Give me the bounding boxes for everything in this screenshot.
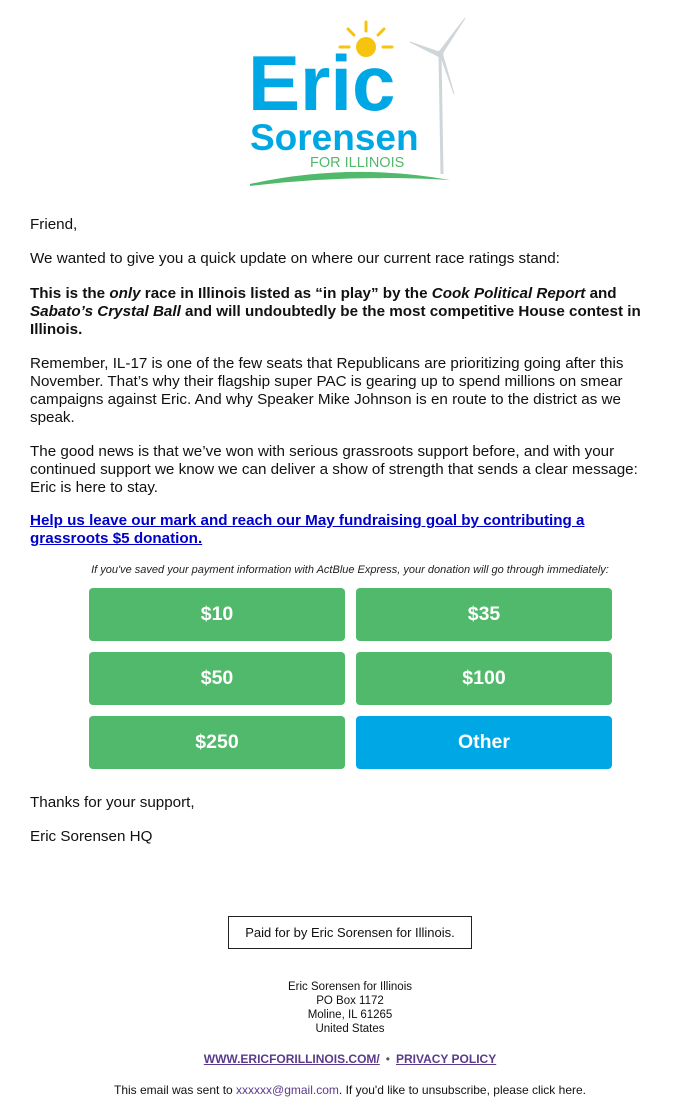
paragraph-il17: Remember, IL-17 is one of the few seats that Republicans are prioritizing going after this November. That’s why their flagship super PAC is gearing up to spend millions on smear campaigns against Eric. And why Speaker Mike Johnson is en route to the district as we speak. — [30, 355, 624, 426]
paragraph-good-news: The good news is that we’ve won with serious grassroots support before, and with your continued support we know we can deliver a show of strength that sends a clear message: Eric is here to stay. — [30, 443, 638, 496]
logo-first-name: Eric — [248, 39, 396, 127]
unsubscribe-text[interactable]: . If you'd like to unsubscribe, please click here. — [338, 1083, 586, 1097]
paragraph-intro: We wanted to give you a quick update on where our current race ratings stand: — [30, 250, 560, 267]
highlight-text-1: This is the — [30, 285, 110, 302]
privacy-policy-link[interactable]: PRIVACY POLICY — [395, 1052, 497, 1066]
footer-links — [0, 1052, 700, 1066]
recipient-email[interactable]: xxxxxx@gmail.com — [236, 1083, 339, 1097]
unsubscribe-notice — [0, 1083, 700, 1097]
address-line: United States — [315, 1023, 385, 1035]
donation-cta-link[interactable]: Help us leave our mark and reach our May fundraising goal by contributing a grassroots $5 donation. — [30, 512, 585, 547]
logo-last-name: Sorensen — [250, 117, 419, 158]
donate-100-button[interactable]: $100 — [356, 652, 612, 705]
highlight-cook-report: Cook Political Report — [431, 285, 586, 302]
donate-other-button[interactable]: Other — [356, 716, 612, 769]
address-line: Eric Sorensen for Illinois — [288, 981, 412, 993]
signature: Eric Sorensen HQ — [30, 828, 153, 845]
highlight-crystal-ball: Sabato’s Crystal Ball — [30, 303, 181, 320]
logo-tagline: FOR ILLINOIS — [310, 155, 405, 171]
address-line: PO Box 1172 — [316, 995, 384, 1007]
mailing-address — [0, 980, 700, 1036]
highlight-text-4: and will undoubtedly be the most competitive House contest in Illinois. — [30, 303, 641, 338]
highlight-text-2: race in Illinois listed as “in play” by the — [140, 285, 432, 302]
donate-35-button[interactable]: $35 — [356, 588, 612, 641]
sent-prefix: This email was sent to — [113, 1083, 237, 1097]
thanks-text: Thanks for your support, — [30, 794, 195, 811]
paid-for-disclaimer: Paid for by Eric Sorensen for Illinois. — [228, 916, 472, 949]
website-link[interactable]: WWW.ERICFORILLINOIS.COM/ — [203, 1052, 380, 1066]
highlight-only: only — [109, 285, 141, 302]
donate-10-button[interactable]: $10 — [89, 588, 345, 641]
swoosh-icon — [250, 172, 450, 186]
greeting: Friend, — [30, 216, 78, 233]
link-separator: • — [385, 1052, 390, 1066]
donate-250-button[interactable]: $250 — [89, 716, 345, 769]
actblue-note: If you've saved your payment information with ActBlue Express, your donation will go through immediately: — [91, 564, 609, 576]
donate-50-button[interactable]: $50 — [89, 652, 345, 705]
logo-graphic — [240, 14, 470, 192]
campaign-logo — [240, 14, 470, 192]
paragraph-highlight — [30, 285, 660, 339]
address-line: Moline, IL 61265 — [307, 1009, 393, 1021]
highlight-text-3: and — [585, 285, 617, 302]
